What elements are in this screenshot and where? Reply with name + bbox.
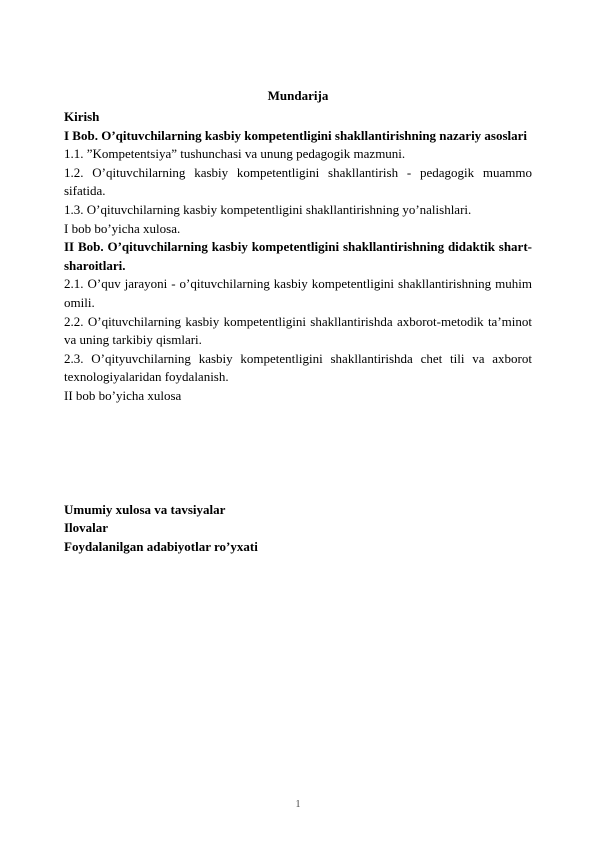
toc-entry-1-3: 1.3. O’qituvchilarning kasbiy kompetentligini shakllantirishning yo’nalishlari. (64, 201, 472, 217)
table-of-contents (64, 108, 532, 556)
page-number: 1 (295, 799, 301, 810)
section-gap (64, 406, 532, 501)
toc-entry-chapter-1: I Bob. O’qituvchilarning kasbiy kompetentligini shakllantirishning nazariy asoslari (64, 127, 528, 143)
toc-entry-2-3: 2.3. O’qityuvchilarning kasbiy kompetentligini shakllantirishda chet tili va axborot texnologiyalaridan foydalanish. (64, 350, 532, 385)
toc-entry-2-1: 2.1. O’quv jarayoni - o’qituvchilarning kasbiy kompetentligini shakllantirishning muhim omili. (64, 276, 532, 310)
toc-entry-chapter-2: II Bob. O’qituvchilarning kasbiy kompetentligini shakllantirishning didaktik shart-sharoitlari. (64, 239, 532, 273)
page-title: Mundarija (267, 88, 329, 103)
toc-entry-1-2: 1.2. O’qituvchilarning kasbiy kompetentligini shakllantirish - pedagogik muammo sifatida. (64, 164, 532, 199)
toc-entry-1-1: 1.1. ”Kompetentsiya” tushunchasi va unung pedagogik mazmuni. (64, 146, 406, 162)
toc-entry-general-conclusion: Umumiy xulosa va tavsiyalar (64, 501, 226, 517)
toc-entry-bibliography: Foydalanilgan adabiyotlar ro’yxati (64, 538, 258, 554)
toc-entry-chapter-2-conclusion: II bob bo’yicha xulosa (64, 387, 182, 403)
toc-entry-2-2: 2.2. O’qituvchilarning kasbiy kompetentligini shakllantirishda axborot-metodik ta’minot va uning tarkibiy qismlari. (64, 313, 532, 348)
toc-entry-chapter-1-conclusion: I bob bo’yicha xulosa. (64, 220, 181, 236)
toc-entry-appendices: Ilovalar (64, 520, 109, 536)
toc-entry-intro: Kirish (64, 109, 100, 124)
